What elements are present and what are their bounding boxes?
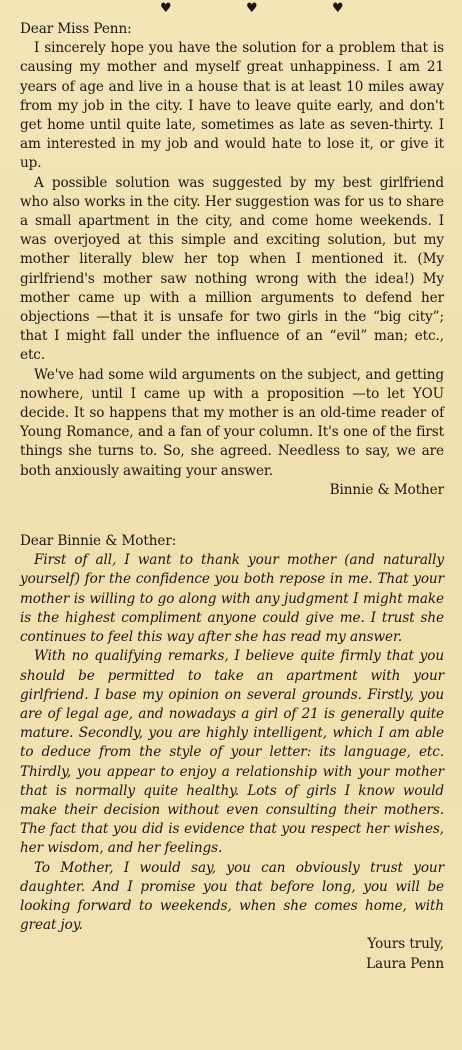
letter-paragraph: I sincerely hope you have the solution for a problem that is causing my mother and myself great unhappiness. I am 21 years of age and live in a house that is at least 10 miles away from my job in the city. I have to leave quite early, and don't get home until quite late, sometimes as late as seven-thirty. I am interested in my job and would hate to lose it, or give it up. xyxy=(20,40,444,172)
heart-icon: ♥ xyxy=(332,1,344,16)
letter-paragraph: We've had some wild arguments on the subject, and getting nowhere, until I came up with a proposition —to let YOU decide. It so happens that my mother is an old-time reader of Young Romance, and a fan of your column. It's one of the first things she turns to. So, she agreed. Needless to say, we are both anxiously awaiting your answer. xyxy=(20,366,444,479)
reply-closing: Yours truly, xyxy=(367,936,444,953)
ornament-row xyxy=(20,0,444,20)
heart-icon: ♥ xyxy=(246,1,258,16)
columnist-reply xyxy=(20,532,444,974)
letter-paragraph: A possible solution was suggested by my best girlfriend who also works in the city. Her suggestion was for us to share a small apartment in the city, and come home weekends. I was overjoyed at this simple and exciting solution, but my mother literally blew her top when I mentioned it. (My girlfriend's mother saw nothing wrong with the idea!) My mother came up with a million arguments to defend her objections —that it is unsafe for two girls in the “big city”; that I might fall under the influence of an “evil” man; etc., etc. xyxy=(20,174,444,364)
reply-paragraph: With no qualifying remarks, I believe quite firmly that you should be permitted to take an apartment with your girlfriend. I base my opinion on several grounds. Firstly, you are of legal age, and nowadays a girl of 21 is generally quite mature. Secondly, you are highly intelligent, which I am able to deduce from the style of your letter: its language, etc. Thirdly, you appear to enjoy a relationship with your mother that is normally quite healthy. Lots of girls I know would make their decision without even consulting their mothers. The fact that you did is evidence that you respect her wishes, her wisdom, and her feelings. xyxy=(20,648,444,857)
heart-icon: ♥ xyxy=(160,1,172,16)
letter-signature: Binnie & Mother xyxy=(329,481,444,498)
reply-salutation: Dear Binnie & Mother: xyxy=(20,533,177,550)
reply-paragraph: To Mother, I would say, you can obviously trust your daughter. And I promise you that before long, you will be looking forward to weekends, when she comes home, with great joy. xyxy=(20,859,444,934)
reader-letter xyxy=(20,20,444,500)
letter-salutation: Dear Miss Penn: xyxy=(20,21,132,37)
reply-paragraph: First of all, I want to thank your mother (and naturally yourself) for the confidence you both repose in me. That your mother is willing to go along with any judgment I might make is the highest compliment anyone could give me. I trust she continues to feel this way after she has read my answer. xyxy=(20,552,444,646)
reply-signature: Laura Penn xyxy=(366,955,444,972)
